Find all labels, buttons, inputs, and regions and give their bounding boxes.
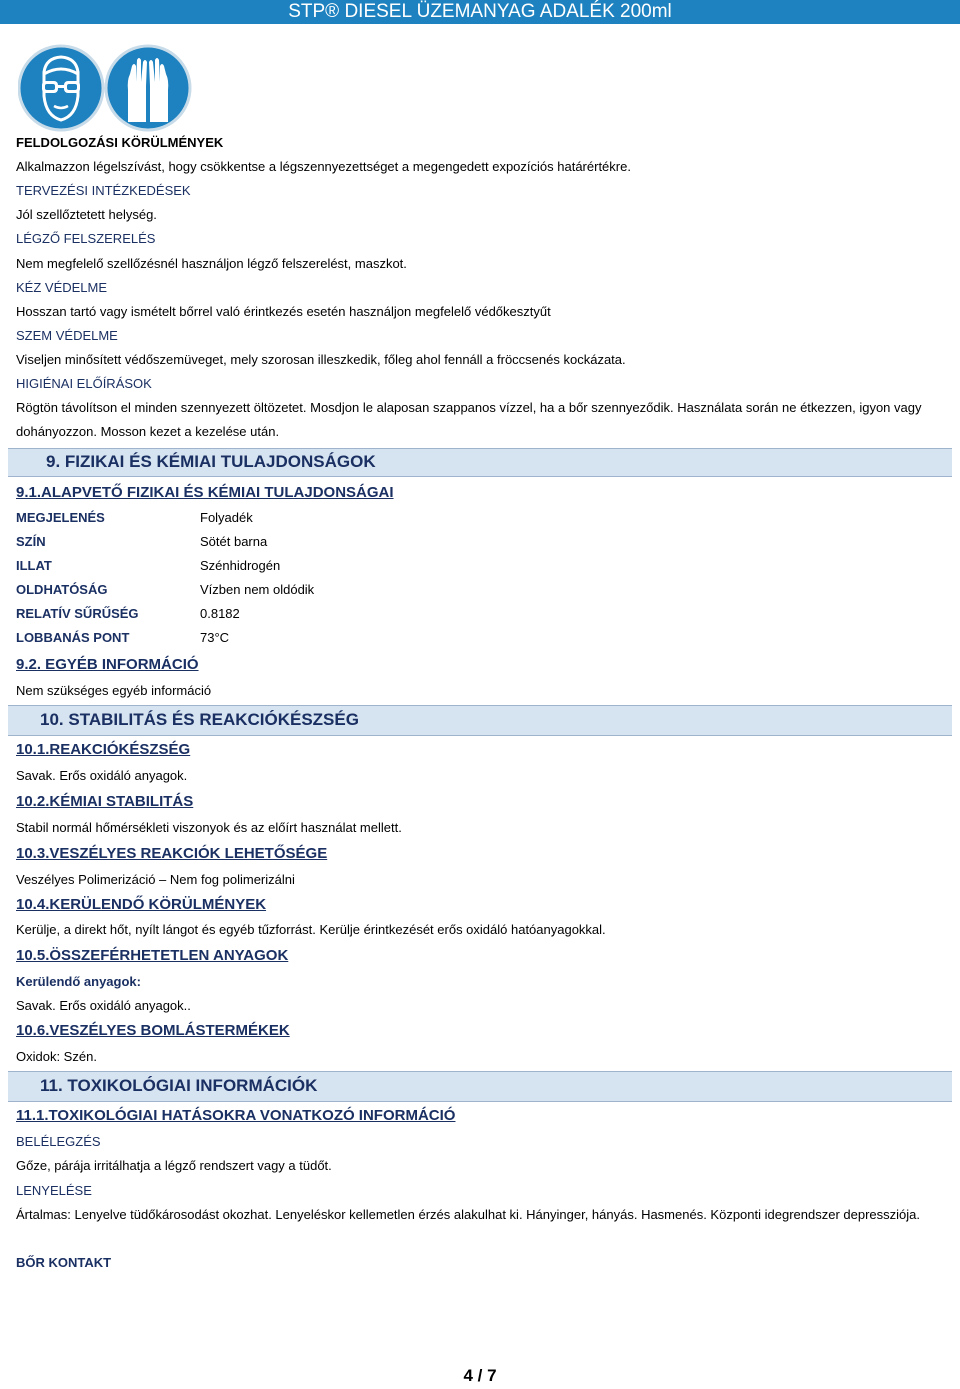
section-11-title: 11. TOXIKOLÓGIAI INFORMÁCIÓK — [40, 1076, 318, 1095]
section-9-2-text: Nem szükséges egyéb információ — [16, 683, 212, 698]
property-label: OLDHATÓSÁG — [16, 582, 108, 597]
section-10-1-text: Savak. Erős oxidáló anyagok. — [16, 768, 188, 783]
property-value: Sötét barna — [200, 534, 268, 549]
section-10-4-text: Kerülje, a direkt hőt, nyílt lángot és egyéb tűzforrást. Kerülje érintkezését erős oxidáló hatóanyagokkal. — [16, 922, 606, 937]
property-label: SZÍN — [16, 534, 46, 549]
section-9-title: 9. FIZIKAI ÉS KÉMIAI TULAJDONSÁGOK — [46, 452, 376, 471]
inhalation-text: Gőze, párája irritálhatja a légző rendszert vagy a tüdőt. — [16, 1158, 332, 1173]
inhalation-heading: BELÉLEGZÉS — [16, 1134, 101, 1149]
section-9-1-title: 9.1.ALAPVETŐ FIZIKAI ÉS KÉMIAI TULAJDONSÁGAI — [16, 484, 394, 501]
section-11-1-title: 11.1.TOXIKOLÓGIAI HATÁSOKRA VONATKOZÓ INFORMÁCIÓ — [16, 1107, 456, 1124]
respiratory-equipment-heading: LÉGZŐ FELSZERELÉS — [16, 231, 156, 246]
processing-conditions-text: Alkalmazzon légelszívást, hogy csökkentse a légszennyezettséget a megengedett expozíciós határértékre. — [16, 159, 631, 174]
gloves-icon — [106, 46, 190, 130]
property-label: LOBBANÁS PONT — [16, 630, 130, 645]
property-label: ILLAT — [16, 558, 52, 573]
section-10-6-title: 10.6.VESZÉLYES BOMLÁSTERMÉKEK — [16, 1022, 290, 1039]
ingestion-heading: LENYELÉSE — [16, 1183, 92, 1198]
property-value: 0.8182 — [200, 606, 240, 621]
skin-contact-heading: BŐR KONTAKT — [16, 1255, 112, 1270]
section-10-5-text: Savak. Erős oxidáló anyagok.. — [16, 998, 191, 1013]
section-10-1-title: 10.1.REAKCIÓKÉSZSÉG — [16, 741, 191, 758]
section-10-5-label: Kerülendő anyagok: — [16, 974, 141, 989]
hand-protection-text: Hosszan tartó vagy ismételt bőrrel való érintkezés esetén használjon megfelelő védőkesztyűt — [16, 304, 551, 319]
eye-protection-text: Viseljen minősített védőszemüveget, mely szorosan illeszkedik, főleg ahol fennáll a fröccsenés kockázata. — [16, 352, 626, 367]
processing-conditions-heading: FELDOLGOZÁSI KÖRÜLMÉNYEK — [16, 135, 224, 150]
property-label: RELATÍV SŰRŰSÉG — [16, 606, 139, 621]
section-10-title: 10. STABILITÁS ÉS REAKCIÓKÉSZSÉG — [40, 710, 359, 729]
hand-protection-heading: KÉZ VÉDELME — [16, 280, 108, 295]
hygiene-heading: HIGIÉNAI ELŐÍRÁSOK — [16, 376, 152, 391]
goggles-icon — [19, 46, 103, 130]
section-10-3-text: Veszélyes Polimerizáció – Nem fog polimerizálni — [16, 872, 295, 887]
property-value: Szénhidrogén — [200, 558, 281, 573]
page-number: 4 / 7 — [463, 1366, 497, 1385]
respiratory-equipment-text: Nem megfelelő szellőzésnél használjon légző felszerelést, maszkot. — [16, 256, 407, 271]
document-title: STP® DIESEL ÜZEMANYAG ADALÉK 200ml — [288, 1, 672, 22]
section-9-2-title: 9.2. EGYÉB INFORMÁCIÓ — [16, 656, 199, 673]
section-10-4-title: 10.4.KERÜLENDŐ KÖRÜLMÉNYEK — [16, 896, 267, 913]
section-10-6-text: Oxidok: Szén. — [16, 1049, 97, 1064]
ppe-pictograms — [18, 44, 193, 132]
section-10-2-title: 10.2.KÉMIAI STABILITÁS — [16, 793, 194, 810]
property-value: 73°C — [200, 630, 230, 645]
property-value: Vízben nem oldódik — [200, 582, 315, 597]
design-measures-heading: TERVEZÉSI INTÉZKEDÉSEK — [16, 183, 191, 198]
hygiene-text: Rögtön távolítson el minden szennyezett öltözetet. Mosdjon le alaposan szappanos vízzel, ha a bőr szennyeződik. Használata során ne étkezzen, igyon vagy dohányozzon. Mosson kezet a kezelése után. — [16, 400, 922, 439]
ingestion-text: Ártalmas: Lenyelve tüdőkárosodást okozhat. Lenyeléskor kellemetlen érzés alakulhat ki. Hányinger, hányás. Hasmenés. Központi idegrendszer depressziója. — [16, 1207, 920, 1222]
property-label: MEGJELENÉS — [16, 510, 105, 525]
section-10-3-title: 10.3.VESZÉLYES REAKCIÓK LEHETŐSÉGE — [16, 845, 328, 862]
section-10-2-text: Stabil normál hőmérsékleti viszonyok és az előírt használat mellett. — [16, 820, 402, 835]
eye-protection-heading: SZEM VÉDELME — [16, 328, 118, 343]
property-value: Folyadék — [200, 510, 253, 525]
section-10-5-title: 10.5.ÖSSZEFÉRHETETLEN ANYAGOK — [16, 947, 289, 964]
design-measures-text: Jól szellőztetett helység. — [16, 207, 157, 222]
